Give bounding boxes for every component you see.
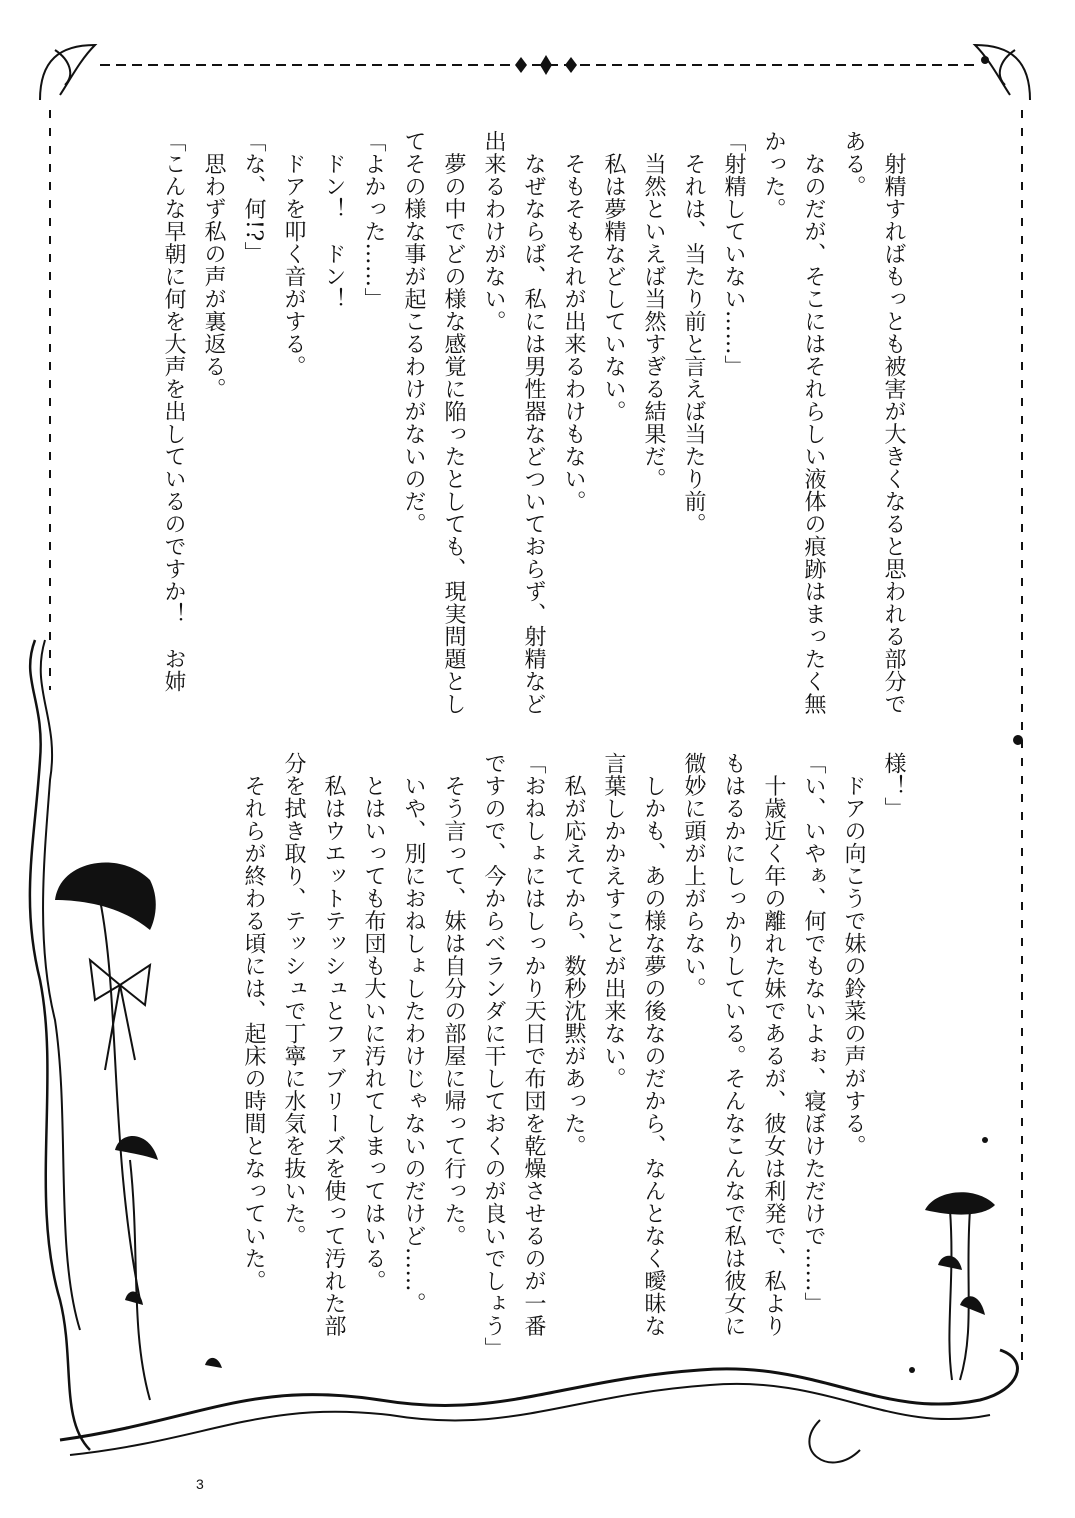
corner-flourish-left (40, 45, 95, 100)
text-line: 夢の中でどの様な感覚に陥ったとしても、現実問題とし (441, 130, 466, 715)
text-line: 「な、何!?」 (241, 130, 266, 265)
ribbon-bow (90, 960, 150, 1070)
text-line: 私はウエットテッシュとファブリーズを使って汚れた部 (321, 752, 346, 1337)
corner-flourish-right (975, 45, 1030, 100)
text-line: 「こんな早朝に何を大声を出しているのですか！ お姉 (161, 130, 186, 693)
text-line: ドン！ ドン！ (321, 130, 346, 310)
text-line: なのだが、そこにはそれらしい液体の痕跡はまったく無 (801, 130, 826, 715)
text-line: 「おねしょにはしっかり天日で布団を乾燥させるのが一番 (521, 752, 546, 1337)
text-line: 出来るわけがない。 (481, 130, 506, 333)
text-line: しかも、あの様な夢の後なのだから、なんとなく曖昧な (641, 752, 666, 1337)
text-block-bottom (233, 752, 913, 1360)
text-line: とはいっても布団も大いに汚れてしまってはいる。 (361, 752, 386, 1292)
mushroom-cap-large (55, 863, 156, 930)
text-block-top (153, 130, 913, 715)
left-vine (30, 640, 90, 1450)
text-line: そもそもそれが出来るわけもない。 (561, 130, 586, 513)
text-line: 「射精していない……」 (721, 130, 746, 378)
text-line: 「い、いやぁ、何でもないよぉ、寝ぼけただけで……」 (801, 752, 826, 1315)
text-line: 十歳近く年の離れた妹であるが、彼女は利発で、私より (761, 752, 786, 1337)
text-line: 射精すればもっとも被害が大きくなると思われる部分で (881, 130, 906, 715)
text-line: 私は夢精などしていない。 (601, 130, 626, 423)
text-line: 私が応えてから、数秒沈黙があった。 (561, 752, 586, 1157)
bottom-vine (60, 1350, 1017, 1440)
text-line: 分を拭き取り、テッシュで丁寧に水気を抜いた。 (281, 752, 306, 1247)
text-line: そう言って、妹は自分の部屋に帰って行った。 (441, 752, 466, 1247)
text-line: 思わず私の声が裏返る。 (201, 130, 226, 400)
text-line: ドアを叩く音がする。 (281, 130, 306, 378)
text-line: 様！」 (881, 752, 906, 820)
page-number: 3 (196, 1476, 204, 1492)
text-line: それは、当たり前と言えば当たり前。 (681, 130, 706, 535)
text-line: ドアの向こうで妹の鈴菜の声がする。 (841, 752, 866, 1157)
text-line: てその様な事が起こるわけがないのだ。 (401, 130, 426, 535)
text-line: それらが終わる頃には、起床の時間となっていた。 (241, 752, 266, 1292)
text-line: 言葉しかかえすことが出来ない。 (601, 752, 626, 1090)
text-line: 微妙に頭が上がらない。 (681, 752, 706, 1000)
text-line: ですので、今からベランダに干しておくのが良いでしょう」 (481, 752, 506, 1360)
text-line: もはるかにしっかりしている。そんなこんなで私は彼女に (721, 752, 746, 1337)
text-line: いや、別におねしょしたわけじゃないのだけど……。 (401, 752, 426, 1315)
text-line: ある。 (841, 130, 866, 198)
text-line: 当然といえば当然すぎる結果だ。 (641, 130, 666, 490)
text-line: かった。 (761, 130, 786, 220)
text-line: なぜならば、私には男性器などついておらず、射精など (521, 130, 546, 715)
text-line: 「よかった……」 (361, 130, 386, 310)
mushroom-cap-right (925, 1192, 995, 1214)
